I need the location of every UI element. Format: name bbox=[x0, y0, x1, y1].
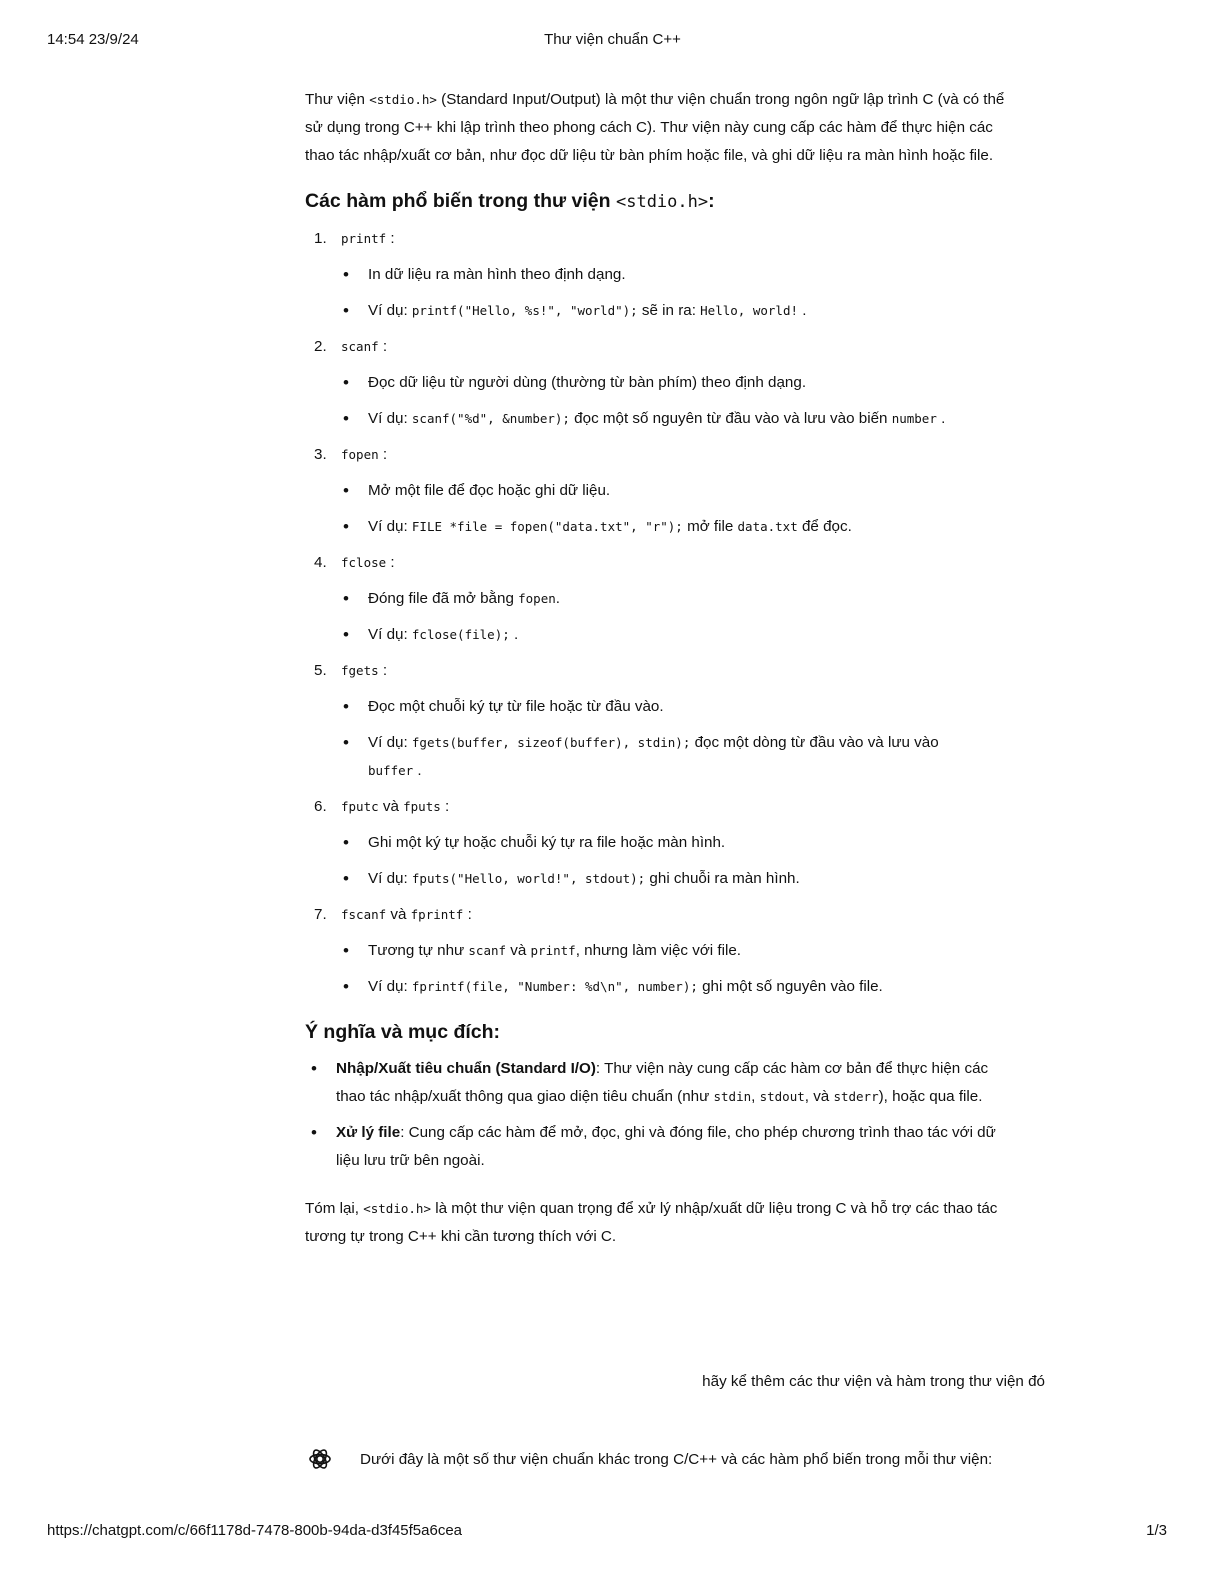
print-datetime: 14:54 23/9/24 bbox=[47, 31, 139, 48]
chatgpt-logo-icon bbox=[305, 1444, 335, 1474]
page-title: Thư viện chuẩn C++ bbox=[544, 31, 681, 48]
assistant-message-text: Dưới đây là một số thư viện chuẩn khác trong C/C++ và các hàm phổ biến trong mỗi thư viện: bbox=[360, 1450, 993, 1468]
function-example: • Ví dụ: fgets(buffer, sizeof(buffer), stdin); đọc một dòng từ đầu vào và lưu vào buffer . bbox=[305, 729, 1020, 785]
function-example: • Ví dụ: fprintf(file, "Number: %d\n", number); ghi một số nguyên vào file. bbox=[305, 973, 1020, 1001]
page-url: https://chatgpt.com/c/66f1178d-7478-800b-94da-d3f45f5a6cea bbox=[47, 1522, 463, 1539]
function-example: • Ví dụ: printf("Hello, %s!", "world"); sẽ in ra: Hello, world! . bbox=[305, 297, 1020, 325]
functions-heading: Các hàm phổ biến trong thư viện <stdio.h>: bbox=[305, 190, 715, 212]
functions-list bbox=[305, 225, 1020, 1001]
function-item-printf: 1. printf : • In dữ liệu ra màn hình theo định dạng. • Ví dụ: printf("Hello, %s!", "world"); sẽ in ra: Hello, world! . bbox=[305, 225, 1020, 325]
inline-code: <stdio.h> bbox=[369, 92, 437, 107]
function-example: • Ví dụ: FILE *file = fopen("data.txt", "r"); mở file data.txt để đọc. bbox=[305, 513, 1020, 541]
intro-paragraph: Thư viện <stdio.h> (Standard Input/Output) là một thư viện chuẩn trong ngôn ngữ lập trình C (và có thể sử dụng trong C++ khi lập trình theo phong cách C). Thư viện này cung cấp các hàm để thực hiện các thao tác nhập/xuất cơ bản, như đọc dữ liệu từ bàn phím hoặc file, và ghi dữ liệu ra màn hình hoặc file. bbox=[305, 91, 1005, 164]
page-number: 1/3 bbox=[1146, 1522, 1167, 1539]
summary-paragraph: Tóm lại, <stdio.h> là một thư viện quan trọng để xử lý nhập/xuất dữ liệu trong C và hỗ trợ các thao tác tương tự trong C++ khi cần tương thích với C. bbox=[305, 1200, 998, 1245]
meaning-heading: Ý nghĩa và mục đích: bbox=[305, 1021, 501, 1043]
function-desc: • Mở một file để đọc hoặc ghi dữ liệu. bbox=[305, 477, 1020, 505]
function-item-fputc-fputs: 6. fputc và fputs : • Ghi một ký tự hoặc chuỗi ký tự ra file hoặc màn hình. • Ví dụ: fputs("Hello, world!", stdout); ghi chuỗi ra màn hình. bbox=[305, 793, 1020, 893]
function-desc: • Ghi một ký tự hoặc chuỗi ký tự ra file hoặc màn hình. bbox=[305, 829, 1020, 857]
function-example: • Ví dụ: fclose(file); . bbox=[305, 621, 1020, 649]
function-desc: • Đọc dữ liệu từ người dùng (thường từ bàn phím) theo định dạng. bbox=[305, 369, 1020, 397]
function-example: • Ví dụ: fputs("Hello, world!", stdout); ghi chuỗi ra màn hình. bbox=[305, 865, 1020, 893]
function-desc: • Đọc một chuỗi ký tự từ file hoặc từ đầu vào. bbox=[305, 693, 1020, 721]
chat-response bbox=[305, 86, 1020, 1251]
function-item-scanf: 2. scanf : • Đọc dữ liệu từ người dùng (thường từ bàn phím) theo định dạng. • Ví dụ: scanf("%d", &number); đọc một số nguyên từ đầu vào và lưu vào biến number . bbox=[305, 333, 1020, 433]
function-item-fgets: 5. fgets : • Đọc một chuỗi ký tự từ file hoặc từ đầu vào. • Ví dụ: fgets(buffer, sizeof(buffer), stdin); đọc một dòng từ đầu vào và lưu vào buffer . bbox=[305, 657, 1020, 785]
assistant-message bbox=[305, 1444, 992, 1474]
meaning-item-standard-io: • Nhập/Xuất tiêu chuẩn (Standard I/O): Thư viện này cung cấp các hàm cơ bản để thực hiện các thao tác nhập/xuất thông qua giao diện tiêu chuẩn (như stdin, stdout, và stderr), hoặc qua file. bbox=[305, 1055, 1020, 1111]
function-example: • Ví dụ: scanf("%d", &number); đọc một số nguyên từ đầu vào và lưu vào biến number . bbox=[305, 405, 1020, 433]
meaning-item-file-handling: • Xử lý file: Cung cấp các hàm để mở, đọc, ghi và đóng file, cho phép chương trình thao tác với dữ liệu lưu trữ bên ngoài. bbox=[305, 1119, 1020, 1175]
function-item-fscanf-fprintf: 7. fscanf và fprintf : • Tương tự như scanf và printf, nhưng làm việc với file. • Ví dụ: fprintf(file, "Number: %d\n", number); ghi một số nguyên vào file. bbox=[305, 901, 1020, 1001]
function-item-fclose: 4. fclose : • Đóng file đã mở bằng fopen. • Ví dụ: fclose(file); . bbox=[305, 549, 1020, 649]
function-desc: • Tương tự như scanf và printf, nhưng làm việc với file. bbox=[305, 937, 1020, 965]
user-message: hãy kể thêm các thư viện và hàm trong thư viện đó bbox=[702, 1373, 1045, 1390]
function-item-fopen: 3. fopen : • Mở một file để đọc hoặc ghi dữ liệu. • Ví dụ: FILE *file = fopen("data.txt", "r"); mở file data.txt để đọc. bbox=[305, 441, 1020, 541]
meaning-list bbox=[305, 1055, 1020, 1175]
function-desc: • In dữ liệu ra màn hình theo định dạng. bbox=[305, 261, 1020, 289]
function-desc: • Đóng file đã mở bằng fopen. bbox=[305, 585, 1020, 613]
